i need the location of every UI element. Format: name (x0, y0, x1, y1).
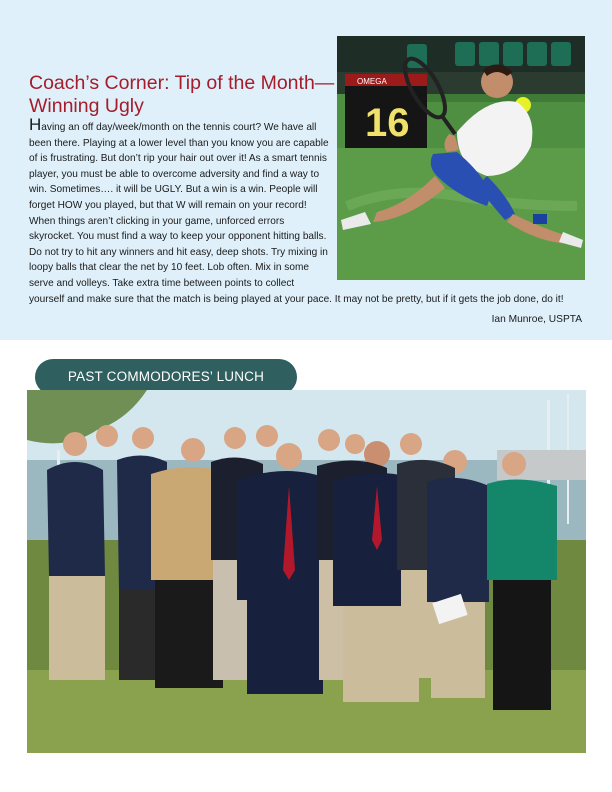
drop-cap: H (29, 115, 42, 134)
group-photo-commodores (27, 390, 586, 753)
article-byline: Ian Munroe, USPTA (491, 314, 582, 325)
tennis-player-photo (337, 36, 585, 280)
scoreboard-brand: OMEGA (357, 77, 387, 86)
scoreboard-number: 16 (365, 101, 410, 145)
article-text: aving an off day/week/month on the tennis court? We have all been there. Playing at a lower level than you know you are capable of is frustrating. But don’t rip your hair out over it! As a smart tennis player, you must be able to overcome adversity and find a way to win. Sometimes…. it will be UGLY. But a win is a win. People will forget HOW you played, but that W will remain on your record! When things aren’t clicking in your game, unforced errors skyrocket. You must find a way to keep your opponent hitting balls. Do not try to hit any winners and hit easy, deep shots. Try mixing in loopy balls that clear the net by 10 feet. Lob often. Mix in some serve and volleys. Take extra time between points to collect yourself and make sure that the match is being played at your pace. It may not be pretty, but if it gets the job done, do it! (29, 122, 564, 305)
article-title: Coach’s Corner: Tip of the Month—Winning Ugly (29, 72, 335, 117)
section-banner-past-commodores: PAST COMMODORES’ LUNCH (35, 359, 297, 395)
